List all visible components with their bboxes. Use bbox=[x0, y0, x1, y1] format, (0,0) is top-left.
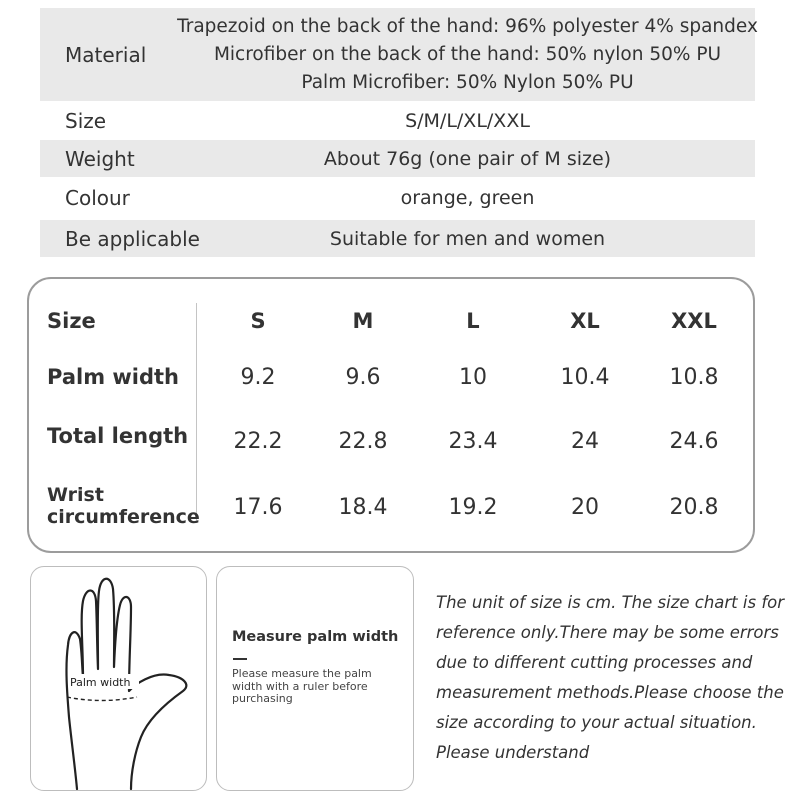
total-length-cell: 24 bbox=[571, 429, 599, 454]
size-header-cell: XXL bbox=[671, 309, 717, 333]
material-line: Microfiber on the back of the hand: 50% nylon 50% PU bbox=[213, 43, 722, 65]
spec-row-weight bbox=[40, 140, 755, 177]
note-line: size according to your actual situation. bbox=[436, 713, 757, 732]
spec-label-size: Size bbox=[65, 109, 107, 133]
measure-title: Measure palm width bbox=[232, 629, 399, 645]
wrist-circumference-cell: 20.8 bbox=[669, 495, 719, 520]
wrist-label-line: Wrist bbox=[47, 484, 104, 506]
measure-instruction-card bbox=[216, 566, 414, 791]
size-header-label: Size bbox=[47, 309, 96, 333]
palm-width-cell: 10 bbox=[459, 365, 487, 390]
spec-row-material bbox=[40, 8, 758, 101]
spec-label-weight: Weight bbox=[65, 146, 135, 171]
total-length-cell: 23.4 bbox=[448, 429, 498, 454]
note-line: due to different cutting processes and bbox=[436, 653, 753, 672]
spec-label-colour: Colour bbox=[65, 186, 130, 210]
spec-value-material bbox=[177, 8, 758, 101]
spec-label-material: Material bbox=[65, 42, 147, 67]
palm-width-callout: Palm width bbox=[70, 676, 131, 689]
spec-row-applicable bbox=[40, 220, 755, 257]
material-line: Palm Microfiber: 50% Nylon 50% PU bbox=[301, 71, 634, 93]
total-length-label: Total length bbox=[47, 424, 189, 448]
wrist-circumference-cell: 18.4 bbox=[338, 495, 388, 520]
size-chart bbox=[27, 277, 755, 553]
spec-value-applicable: Suitable for men and women bbox=[329, 227, 606, 250]
total-length-cell: 22.2 bbox=[233, 429, 283, 454]
size-note bbox=[436, 588, 786, 768]
wrist-label-line: circumference bbox=[47, 506, 200, 528]
palm-width-cell: 10.4 bbox=[560, 365, 610, 390]
spec-row-colour bbox=[40, 180, 755, 216]
note-line: measurement methods.Please choose the bbox=[436, 683, 784, 702]
palm-width-cell: 9.2 bbox=[240, 365, 276, 390]
size-header-cell: S bbox=[250, 309, 266, 333]
wrist-circumference-cell: 19.2 bbox=[448, 495, 498, 520]
spec-value-colour: orange, green bbox=[400, 187, 535, 209]
measure-line: purchasing bbox=[232, 692, 293, 705]
size-header-cell: XL bbox=[570, 309, 600, 333]
wrist-circumference-label bbox=[47, 484, 200, 528]
palm-width-label: Palm width bbox=[47, 365, 180, 389]
palm-width-cell: 9.6 bbox=[345, 365, 381, 390]
spec-value-weight: About 76g (one pair of M size) bbox=[323, 147, 612, 170]
total-length-cell: 22.8 bbox=[338, 429, 388, 454]
spec-row-size bbox=[40, 104, 755, 138]
note-line: Please understand bbox=[436, 743, 590, 762]
note-line: The unit of size is cm. The size chart is for bbox=[436, 593, 785, 612]
title-underline-dash bbox=[233, 658, 247, 660]
spec-label-applicable: Be applicable bbox=[65, 226, 200, 251]
size-header-cell: M bbox=[352, 309, 374, 333]
spec-value-size: S/M/L/XL/XXL bbox=[405, 110, 530, 132]
wrist-circumference-cell: 17.6 bbox=[233, 495, 283, 520]
measure-line: width with a ruler before bbox=[232, 679, 368, 693]
note-line: reference only.There may be some errors bbox=[436, 623, 779, 642]
measure-instructions bbox=[232, 668, 397, 706]
material-line: Trapezoid on the back of the hand: 96% polyester 4% spandex bbox=[177, 15, 758, 37]
palm-width-cell: 10.8 bbox=[669, 365, 719, 390]
measure-line: Please measure the palm bbox=[232, 667, 372, 680]
hand-illustration-card bbox=[30, 566, 207, 791]
wrist-circumference-cell: 20 bbox=[571, 495, 599, 520]
total-length-cell: 24.6 bbox=[669, 429, 719, 454]
size-header-cell: L bbox=[466, 309, 480, 333]
